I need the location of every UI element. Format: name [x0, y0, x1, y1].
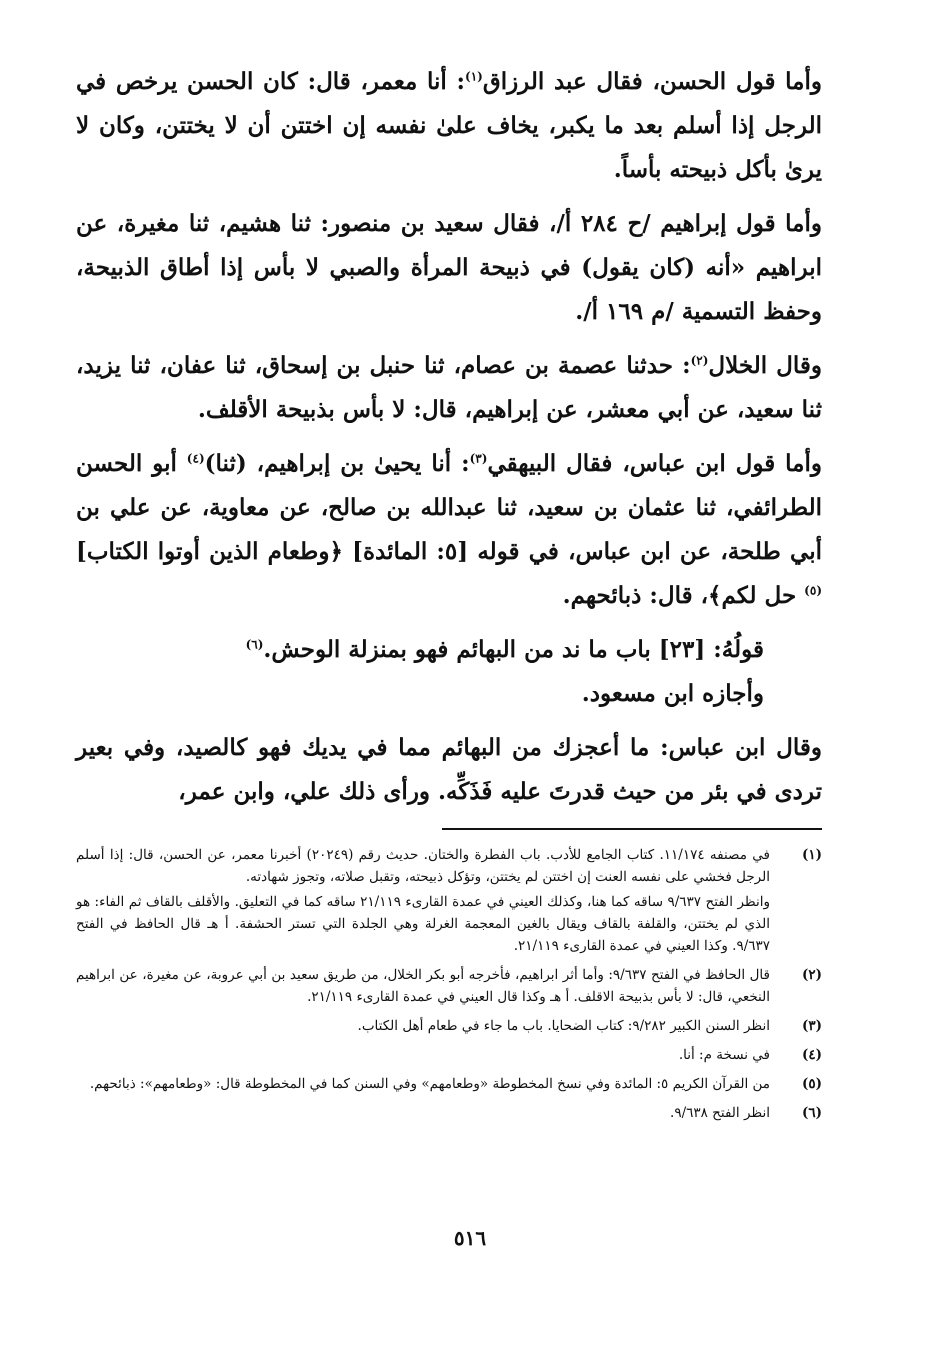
footnote-divider: [442, 828, 822, 830]
footnote-5: [76, 1073, 822, 1098]
footnote-text: من القرآن الكريم ٥: المائدة وفي نسخ المخطوطة «وطعامهم» وفي السنن كما في المخطوطة قال: «وطعامهم»: ذبائحهم.: [89, 1076, 770, 1092]
paragraph-ibrahim: وأما قول إبراهيم /ح ٢٨٤ أ/، فقال سعيد بن منصور: ثنا هشيم، ثنا مغيرة، عن ابراهيم «أنه (كان يقول) في ذبيحة المرأة والصبي لا بأس إذا أطاق الذبيحة، وحفظ التسمية /م ١٦٩ أ/.: [76, 210, 823, 325]
footnote-ref-5[interactable]: (٥): [804, 583, 822, 598]
paragraph-ibn-masud: وأجازه ابن مسعود.: [581, 680, 764, 707]
footnote-ref-6[interactable]: (٦): [245, 637, 264, 652]
footnote-4: [76, 1044, 822, 1069]
footnote-text: في نسخة م: أنا.: [678, 1047, 770, 1063]
footnote-number: (٦): [801, 1105, 822, 1121]
footnote-text: في مصنفه ١١/١٧٤. كتاب الجامع للأدب. باب الفطرة والختان. حديث رقم (٢٠٢٤٩) أخبرنا معمر، عن الحسن، قال: إذا أسلم الرجل فخشي على نفسه العنت إن اختتن لم يختتن، وتؤكل ذبيحته، وتقبل صلاته، وتجوز شهادته.: [76, 847, 770, 885]
paragraph-khallal: وقال الخلال$^{(٢)}$: حدثنا عصمة بن عصام، ثنا حنبل بن إسحاق، ثنا عفان، ثنا يزيد، ثنا سعيد، عن أبي معشر، عن إبراهيم، قال: لا بأس بذبيحة الأقلف.: [76, 352, 822, 423]
paragraph-ibn-abbas: وأما قول ابن عباس، فقال البيهقي$^{(٣)}$: أنا يحيىٰ بن إبراهيم، (ثنا)$^{(٤)}$ أبو الحسن الطرائفي، ثنا عثمان بن سعيد، ثنا عبدالله بن صالح، عن معاوية، عن علي بن أبي طلحة، عن ابن عباس، في قوله [٥: المائدة] ﴿وطعام الذين أوتوا الكتاب]$^{(٥)}$ حل لكم﴾، قال: ذبائحهم.: [76, 450, 822, 609]
footnote-text: قال الحافظ في الفتح ٩/٦٣٧: وأما أثر ابراهيم، فأخرجه أبو بكر الخلال، من طريق سعيد بن أبي عروبة، عن مغيرة، عن ابراهيم النخعي، قال: لا بأس بذبيحة الاقلف. أ هـ وكذا قال العيني في عمدة القارىء ٢١/١١٩.: [76, 967, 770, 1005]
footnote-text: انظر الفتح ٩/٦٣٨.: [670, 1105, 770, 1121]
chapter-heading: قولُهُ: [٢٣] باب ما ند من البهائم فهو بمنزلة الوحش.$^{(٦)}$: [245, 636, 764, 663]
paragraph-ibn-abbas-2: وقال ابن عباس: ما أعجزك من البهائم مما في يديك فهو كالصيد، وفي بعير تردى في بئر من حيث قدرتَ عليه فَذَكِّه. ورأى ذلك علي، وابن عمر،: [76, 734, 822, 805]
footnote-1: [76, 844, 822, 960]
page-body: [76, 60, 822, 1131]
footnote-2: [76, 964, 822, 1011]
footnote-3: [76, 1015, 822, 1040]
footnote-ref-2[interactable]: (٢): [690, 353, 709, 368]
footnote-ref-3[interactable]: (٣): [469, 451, 488, 466]
footnotes: [76, 844, 822, 1127]
page-number: ٥١٦: [453, 1226, 487, 1250]
footnote-number: (٥): [801, 1076, 822, 1092]
footnote-number: (٢): [801, 967, 822, 983]
footnote-ref-1[interactable]: (١): [465, 69, 483, 84]
footnote-number: (٤): [801, 1047, 822, 1063]
footnote-text: وانظر الفتح ٩/٦٣٧ ساقه كما هنا، وكذلك العيني في عمدة القارىء ٢١/١١٩ ساقه كما في التعليق. والأقلف بالقاف ثم الفاء: هو الذي لم يختتن، والقلفة بالقاف ويقال بالغين المعجمة الغرلة وهي الجلدة التي تستر الحشفة. أ هـ قال الحافظ في الفتح ٩/٦٣٧. وكذا العيني في عمدة القارىء ٢١/١١٩.: [76, 894, 770, 954]
footnote-6: [76, 1102, 822, 1127]
footnote-number: (٣): [801, 1018, 822, 1034]
footnote-number: (١): [801, 847, 822, 863]
footnote-text: انظر السنن الكبير ٩/٢٨٢: كتاب الضحايا. باب ما جاء في طعام أهل الكتاب.: [357, 1018, 770, 1034]
footnote-ref-4[interactable]: (٤): [186, 451, 205, 466]
paragraph-hasan: وأما قول الحسن، فقال عبد الرزاق$^{(١)}$: أنا معمر، قال: كان الحسن يرخص في الرجل إذا أسلم بعد ما يكبر، يخاف علىٰ نفسه إن اختتن أن لا يختتن، وكان لا يرىٰ بأكل ذبيحته بأساً.: [76, 68, 822, 183]
